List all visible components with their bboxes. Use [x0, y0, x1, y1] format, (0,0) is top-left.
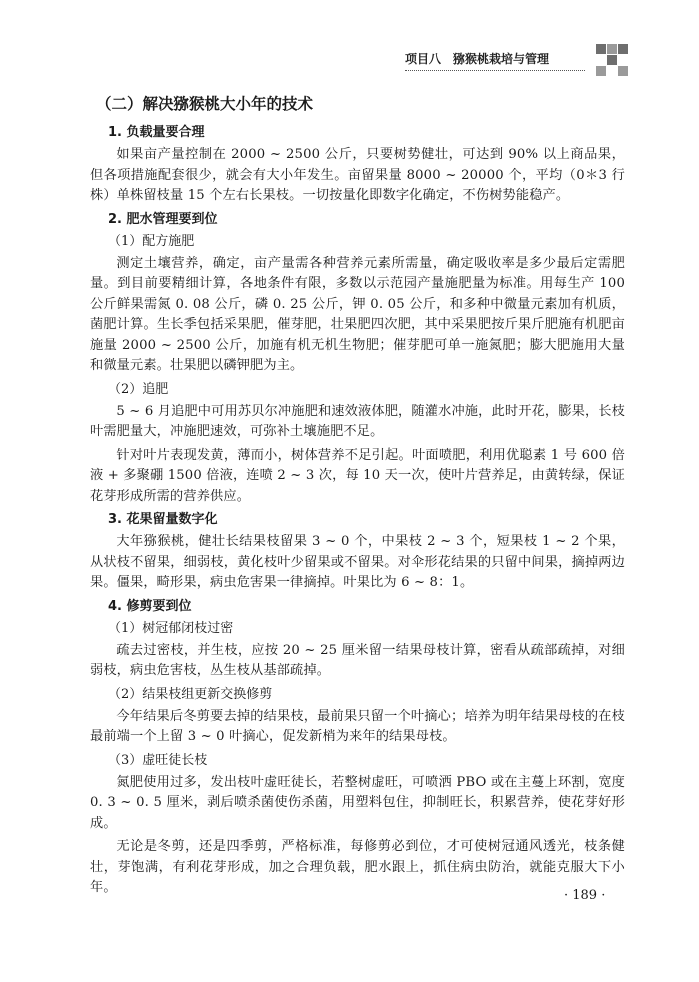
- subhead: 2. 肥水管理要到位: [108, 211, 218, 227]
- paragraph: 大年猕猴桃，健壮长结果枝留果 3 ~ 0 个，中果枝 2 ~ 3 个，短果枝 1 ~ 2 个果，从状枝不留果，细弱枝，黄化枝叶少留果或不留果。对伞形花结果的只留中间果，摘掉两边果。僵果，畸形果，病虫危害果一律摘掉。叶果比为 6 ~ 8：1。: [90, 534, 625, 590]
- paragraph: 测定土壤营养，确定，亩产量需各种营养元素所需量，确定吸收率是多少最后定需肥量。到目前要精细计算，各地条件有限，多数以示范园产量施肥量为标准。用每生产 100 公斤鲜果需氮 0. 08 公斤，磷 0. 25 公斤，钾 0. 05 公斤，和多种中微量元素加有机质，菌肥计算。生长季包括采果肥，催芽肥，壮果肥四次肥，其中采果肥按斤果斤肥施有机肥亩施量 2000 ~ 2500 公斤，加施有机无机生物肥；催芽肥可单一施氮肥；膨大肥施用大量和微量元素。壮果肥以磷钾肥为主。: [90, 255, 625, 373]
- list-item: （1）配方施肥: [108, 233, 195, 249]
- paragraph: 针对叶片表现发黄，薄而小，树体营养不足引起。叶面喷肥，利用优聪素 1 号 600 倍液 + 多聚硼 1500 倍液，连喷 2 ~ 3 次，每 10 天一次，使叶片营养足，由黄转绿，保证花芽形成所需的营养供应。: [90, 447, 625, 504]
- subhead: 1. 负载量要合理: [108, 125, 205, 140]
- paragraph: 氮肥使用过多，发出枝叶虚旺徒长，若整树虚旺，可喷洒 PBO 或在主蔓上环割，宽度 0. 3 ~ 0. 5 厘米，剥后喷杀菌使伤杀菌，用塑料包住，抑制旺长，积累营养，使花芽好形成。: [90, 774, 625, 831]
- list-item: （2）结果枝组更新交换修剪: [108, 686, 273, 702]
- subhead: 3. 花果留量数字化: [108, 512, 218, 527]
- list-item: （2）追肥: [108, 381, 169, 397]
- paragraph: 疏去过密枝，并生枝，应按 20 ~ 25 厘米留一结果母枝计算，密看从疏部疏掉，对细弱枝，病虫危害枝，丛生枝从基部疏掉。: [90, 642, 625, 678]
- list-item: （1）树冠郁闭枝过密: [108, 620, 234, 636]
- paragraph: 无论是冬剪，还是四季剪，严格标准，每修剪必到位，才可使树冠通风透光，枝条健壮，芽饱满，有利花芽形成，加之合理负载，肥水跟上，抓住病虫防治，就能克服大下小年。: [90, 839, 625, 895]
- running-header: 项目八 猕猴桃栽培与管理: [405, 52, 550, 66]
- corner-mark-icon: [596, 44, 628, 76]
- paragraph: 如果亩产量控制在 2000 ~ 2500 公斤，只要树势健壮，可达到 90% 以上商品果，但各项措施配套很少，就会有大小年发生。亩留果量 8000 ~ 20000 个，平均（0＊3 行株）单株留枝量 15 个左右长果枝。一切按量化即数字化确定，不伤树势能稳产。: [90, 147, 625, 203]
- page-number: · 189 ·: [564, 888, 606, 903]
- page-content: [90, 92, 625, 902]
- list-item: （3）虚旺徒长枝: [108, 752, 208, 768]
- header-rule: [405, 70, 585, 71]
- subhead: 4. 修剪要到位: [108, 598, 192, 614]
- section-title: （二）解决猕猴桃大小年的技术: [96, 95, 314, 113]
- paragraph: 5 ~ 6 月追肥中可用苏贝尔冲施肥和速效液体肥，随灌水冲施，此时开花，膨果，长枝叶需肥量大，冲施肥速效，可弥补土壤施肥不足。: [90, 403, 625, 439]
- paragraph: 今年结果后冬剪要去掉的结果枝，最前果只留一个叶摘心；培养为明年结果母枝的在枝最前端一个上留 3 ~ 0 叶摘心，促发新梢为来年的结果母枝。: [90, 708, 625, 744]
